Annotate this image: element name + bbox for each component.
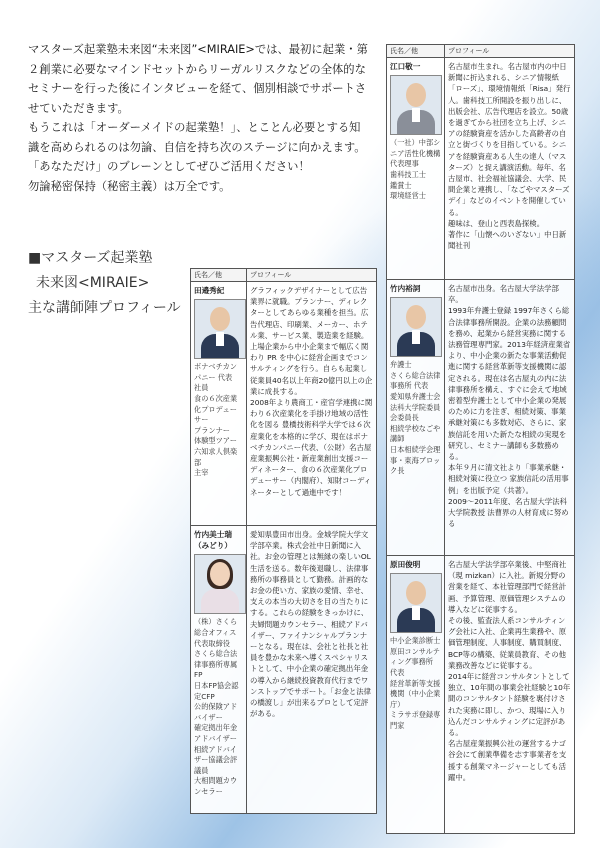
lecturer-photo bbox=[390, 297, 442, 357]
lecturer-photo bbox=[390, 573, 442, 633]
col-header-name: 氏名／他 bbox=[387, 45, 445, 58]
profile-row bbox=[387, 58, 575, 280]
heading-line: 未来図<MIRAIE> bbox=[36, 275, 150, 291]
intro-text bbox=[28, 40, 368, 196]
lecturer-title: （一社）中部シニア活性化機構代表理事 歯科技工士 鑑賞士 環境経営士 bbox=[390, 138, 441, 201]
lecturer-title: ボナベチカンパニー 代表 社員 食の６次産業化プロデューサー プランナー 体験型ツアー六知求人倶楽部 主宰 bbox=[194, 362, 238, 478]
lecturer-title: 中小企業診断士 原田コンサルティング事務所 代表 経営革新等支援機関（中小企業庁） ミラサポ登録専門家 bbox=[390, 636, 441, 730]
lecturer-name: 原田俊明 bbox=[390, 560, 421, 569]
heading-line: ■マスターズ起業塾 bbox=[28, 250, 153, 266]
lecturer-photo bbox=[390, 75, 442, 135]
col-header-name: 氏名／他 bbox=[191, 269, 247, 282]
left-profile-table bbox=[190, 268, 377, 814]
col-header-profile: プロフィール bbox=[247, 269, 377, 282]
section-heading bbox=[28, 246, 181, 321]
intro-paragraph: 「あなただけ」のブレーンとしてぜひご活用ください！ bbox=[28, 160, 310, 173]
intro-paragraph: マスターズ起業塾未来図“未来図”<MIRAIE>では、最初に起業・第２創業に必要なマインドセットからリーガルリスクなどの全体的なセミナーを行った後にインタビューを経て、個別相談でサポートさせていただきます。 bbox=[28, 43, 368, 115]
lecturer-name: 田邉秀紀 bbox=[194, 286, 225, 295]
lecturer-name: 江口敬一 bbox=[390, 62, 421, 71]
col-header-profile: プロフィール bbox=[445, 45, 575, 58]
profile-row bbox=[387, 280, 575, 556]
lecturer-profile: 愛知県豊田市出身。金城学院大学文学部卒業。株式会社中日新聞に入社。お金の管理とは無縁の楽しいOL生活を送る。数年後退職し、法律事務所の事務員として勤務。計画的なお金の使い方、家族の愛情、幸せ、支えの本当の大切さを目の当たりにする。これらの経験をきっかけに、夫婦問題カウンセラー、相続アドバイザー、ファイナンシャルプランナーとなる。現在は、会社と社長と社員を豊かな未来へ導くスペシャリストとして、中小企業の確定拠出年金の導入から継続投資教育代行までワンストップでサポート。「お金と法律の橋渡し」が出来るプロとして定評がある。 bbox=[250, 530, 372, 719]
lecturer-profile: 名古屋市生まれ。名古屋市内の中日新聞に折込まれる、シニア情報紙「ローズ」、環境情報紙「Risa」発行人。歯科技工所開設を振り出しに、出版会社、広告代理店を設立。50歳を過ぎてから社団を立ち上げ、シニアの経験資産を活かした高齢者の自立と街づくりを目指している。シニアを経験資産ある人生の達人（マスターズ）と捉え講演活動。毎年、名古屋市、社会福祉協議会、大学、民間企業と連携し、「なごやマスターズデイ」などのイベントを開催している。 趣味は、登山と西表島探検。 著作に「山懐へのいざない」中日新聞社刊 bbox=[448, 62, 571, 251]
lecturer-photo bbox=[194, 299, 246, 359]
lecturer-profile: グラフィックデザイナーとして広告業界に就職。プランナー、ディレクターとしてあらゆる業種を担当。広告代理店、印刷業、メーカー、ホテル業、サービス業、製造業を経験。上場企業から中小企業まで幅広く関わり PR を中心に経営企画までコンサルティングを行う。自らも起業し従業員40名以上年商20億円以上の企業に成長する。 2008年より農商工・産官学連携に関わり６次産業化を手掛け地域の活性化を図る 豊橋技術科学大学では６次産業化を本格的に学び、現在はボナベチカンパニー代表、（公財）名古屋産業振興公社・新産業創出支援コーディネーター、食の６次産業化プロデューサー（内閣府）、知財コーディネーターとして過進中です！ bbox=[250, 286, 373, 497]
profile-row bbox=[191, 526, 377, 814]
lecturer-name: 竹内裕詞 bbox=[390, 284, 421, 293]
lecturer-profile: 名古屋大学法学部卒業後、中堅商社（現 mizkan）に入社。新規分野の営業を経て、本社管理部門で経営計画、予算管理、原価管理システムの導入などに従事する。 その後、監査法人系コンサルティング会社に入社、企業再生業務や、原価管理制度、人事制度、購買制度、BCP等の構築、従業員教育、その他業務改善などに従事する。 2014年に経営コンサルタントとして独立、10年間の事業会社経験と10年間のコンサルタント経験を裏付けされた実務に即し、かつ、現場に入り込んだコンサルティングに定評がある。 名古屋産業振興公社の運営するナゴ谷会にて創業準備を志す事業者を支援する創業マネージャーとしても活躍中。 bbox=[448, 560, 571, 782]
heading-line: 主な講師陣プロフィール bbox=[28, 300, 181, 316]
lecturer-photo bbox=[194, 554, 246, 614]
lecturer-title: （株）さくら総合オフィス代表取締役 さくら総合法律事務所専属FP 日本FP協会認定CFP 公的保険アドバイザー 確定拠出年金アドバイザー 相続アドバイザー協議会評議員 大相問題カウンセラー bbox=[194, 617, 239, 796]
profile-row bbox=[387, 556, 575, 834]
lecturer-title: 弁護士 さくら総合法律事務所 代表 愛知県弁護士会法科大学院委員会委員長 相続学校なごや講師 日本相続学会理事・東海ブロック長 bbox=[390, 360, 441, 476]
lecturer-profile: 名古屋市出身。名古屋大学法学部卒。 1993年弁護士登録 1997年さくら総合法律事務所開設。企業の法務顧問を務め、起業から経営実務に関する法務管理専門家。2013年経済産業省より、中小企業の新たな事業活動促進に関する経営革新等支援機関に認定される。現在は名古屋丸の内に法律事務所を構え、すぐに会えて地域密着型弁護士として中小企業の発展のために力を注ぎ、相続対策、事業承継対策にも多数対応、さらに、家族信託を用いた新たな相続の実現を研究し、セミナー講師も多数務める。 本年９月に清文社より「事業承継・相続対策に役立つ 家族信託の活用事例」を出版予定（共著）。 2009〜2011年度、名古屋大学法科大学院教授 法曹界の人材育成に努める bbox=[448, 284, 571, 529]
intro-paragraph: 勿論秘密保持（秘密主義）は万全です。 bbox=[28, 179, 231, 193]
right-profile-table bbox=[386, 44, 575, 834]
profile-row bbox=[191, 282, 377, 526]
intro-paragraph: もうこれは「オーダーメイドの起業塾！」、とことん必要とする知識を高められるのは勿論、自信を持ち次のステージに向かえます。 bbox=[28, 121, 366, 154]
lecturer-name: 竹内美士瑞（みどり） bbox=[194, 530, 232, 551]
